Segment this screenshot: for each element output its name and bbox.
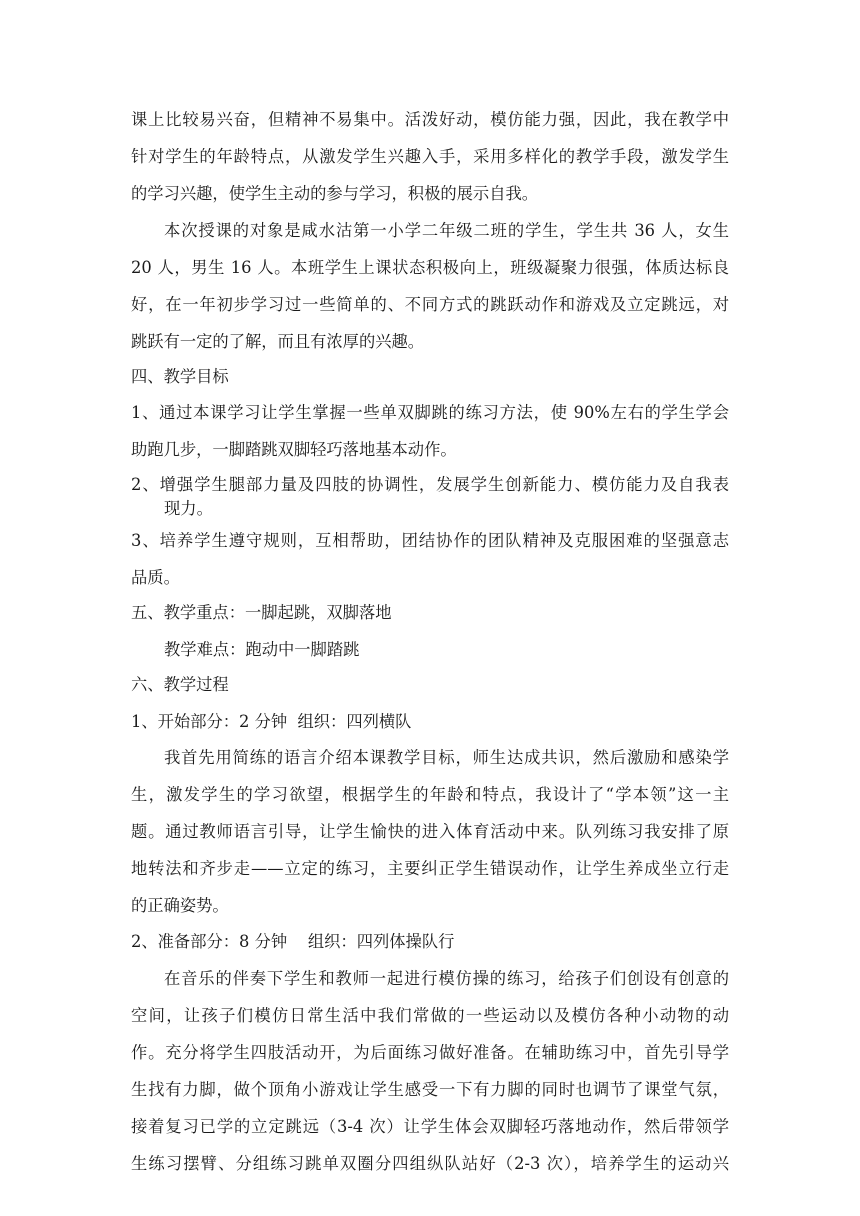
paragraph-line: 地转法和齐步走——立定的练习，主要纠正学生错误动作，让学生养成坐立行走 <box>131 859 729 878</box>
list-item-cont: 助跑几步，一脚踏跳双脚轻巧落地基本动作。 <box>131 440 457 459</box>
section-heading: 五、教学重点：一脚起跳，双脚落地 <box>131 603 392 622</box>
paragraph-line: 20 人，男生 16 人。本班学生上课状态积极向上，班级凝聚力很强，体质达标良 <box>131 258 729 277</box>
difficulty-line: 教学难点：跑动中一脚踏跳 <box>164 640 360 659</box>
paragraph-line: 的正确姿势。 <box>131 896 229 915</box>
paragraph-line: 空间，让孩子们模仿日常生活中我们常做的一些运动以及模仿各种小动物的动 <box>131 1006 729 1025</box>
section-heading: 四、教学目标 <box>131 367 229 386</box>
step-title: 1、开始部分：2 分钟 组织：四列横队 <box>131 712 412 731</box>
paragraph-line: 好，在一年初步学习过一些简单的、不同方式的跳跃动作和游戏及立定跳远，对 <box>131 295 729 314</box>
paragraph-line: 生，激发学生的学习欲望，根据学生的年龄和特点，我设计了“学本领”这一主 <box>131 785 729 804</box>
list-item: 3、培养学生遵守规则，互相帮助，团结协作的团队精神及克服困难的坚强意志 <box>131 531 729 550</box>
list-item-cont: 现力。 <box>164 499 213 518</box>
paragraph-line: 题。通过教师语言引导，让学生愉快的进入体育活动中来。队列练习我安排了原 <box>131 822 729 841</box>
paragraph-line: 针对学生的年龄特点，从激发学生兴趣入手，采用多样化的教学手段，激发学生 <box>131 147 729 166</box>
section-heading: 六、教学过程 <box>131 675 229 694</box>
list-item-cont: 品质。 <box>131 568 180 587</box>
paragraph-line: 生找有力脚，做个顶角小游戏让学生感受一下有力脚的同时也调节了课堂气氛， <box>131 1080 729 1099</box>
paragraph-line: 在音乐的伴奏下学生和教师一起进行模仿操的练习，给孩子们创设有创意的 <box>164 969 729 988</box>
paragraph-line: 跳跃有一定的了解，而且有浓厚的兴趣。 <box>131 332 425 351</box>
list-item: 1、通过本课学习让学生掌握一些单双脚跳的练习方法，使 90%左右的学生学会 <box>131 403 729 422</box>
paragraph-line: 作。充分将学生四肢活动开，为后面练习做好准备。在辅助练习中，首先引导学 <box>131 1043 729 1062</box>
paragraph-line: 的学习兴趣，使学生主动的参与学习，积极的展示自我。 <box>131 184 539 203</box>
paragraph-line: 课上比较易兴奋，但精神不易集中。活泼好动，模仿能力强，因此，我在教学中 <box>131 110 729 129</box>
paragraph-line: 本次授课的对象是咸水沽第一小学二年级二班的学生，学生共 36 人，女生 <box>164 221 729 240</box>
list-item: 2、增强学生腿部力量及四肢的协调性，发展学生创新能力、模仿能力及自我表 <box>131 475 729 494</box>
paragraph-line: 我首先用简练的语言介绍本课教学目标，师生达成共识，然后激励和感染学 <box>164 748 729 767</box>
step-title: 2、准备部分：8 分钟 组织：四列体操队行 <box>131 932 455 951</box>
paragraph-line: 接着复习已学的立定跳远（3-4 次）让学生体会双脚轻巧落地动作，然后带领学 <box>131 1117 729 1136</box>
paragraph-line: 生练习摆臂、分组练习跳单双圈分四组纵队站好（2-3 次），培养学生的运动兴 <box>131 1154 729 1173</box>
